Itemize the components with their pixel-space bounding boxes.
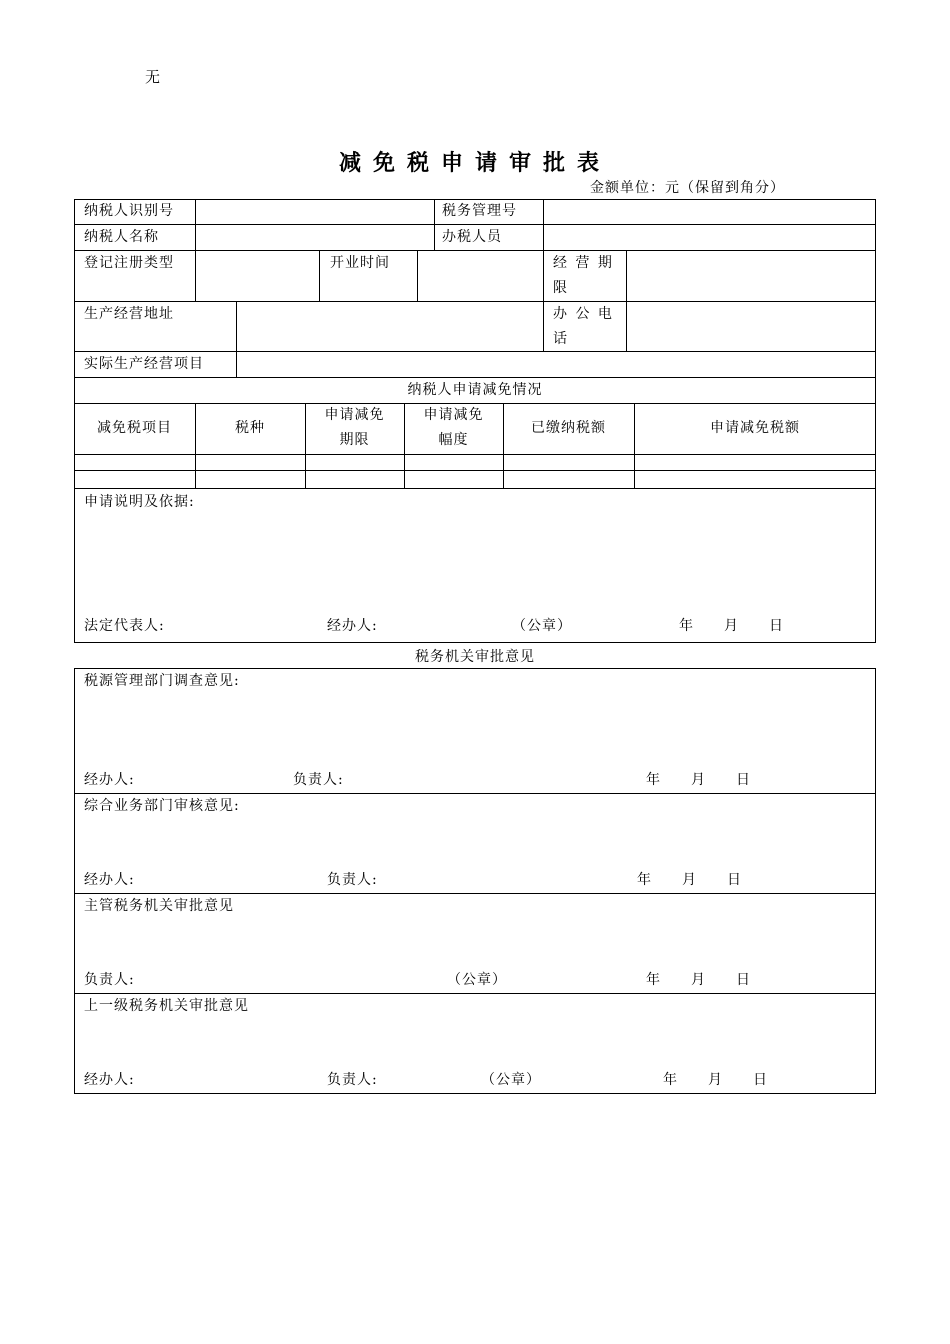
office-phone-label-2: 话 — [553, 331, 568, 347]
review-3-head: 负责人: — [84, 972, 135, 988]
review-table — [74, 668, 876, 1094]
review-4-seal: （公章） — [481, 1072, 541, 1088]
col-apply-amount: 申请减免税额 — [710, 420, 800, 436]
header-note: 无 — [145, 68, 161, 86]
application-label: 申请说明及依据: — [84, 494, 195, 510]
amount-unit-note: 金额单位：元（保留到角分） — [590, 180, 785, 196]
review-1-head: 负责人: — [293, 772, 344, 788]
review-1-date: 年 月 日 — [646, 772, 751, 788]
review-4-head: 负责人: — [327, 1072, 378, 1088]
review-1-label: 税源管理部门调查意见: — [84, 673, 240, 689]
actual-items-label: 实际生产经营项目 — [84, 356, 204, 372]
application-handler-label: 经办人: — [327, 618, 378, 634]
col-paid: 已缴纳税额 — [531, 420, 606, 436]
review-4-date: 年 月 日 — [663, 1072, 768, 1088]
tax-mgmt-no-label: 税务管理号 — [442, 203, 517, 219]
section-reduction-heading: 纳税人申请减免情况 — [407, 382, 543, 398]
col-range: 申请减免 — [423, 407, 484, 423]
review-2-date: 年 月 日 — [637, 872, 742, 888]
biz-period-label-2: 限 — [553, 280, 568, 296]
review-3-label: 主管税务机关审批意见 — [84, 898, 234, 914]
application-date: 年 月 日 — [679, 618, 784, 634]
form-title: 减免税申请审批表 — [338, 150, 611, 176]
col-item: 减免税项目 — [97, 420, 172, 436]
open-time-label: 开业时间 — [330, 255, 390, 271]
col-period-2: 期限 — [339, 432, 370, 448]
biz-period-label: 经 营 期 — [553, 255, 614, 271]
review-3-date: 年 月 日 — [646, 972, 751, 988]
review-2-head: 负责人: — [327, 872, 378, 888]
review-4-label: 上一级税务机关审批意见 — [84, 998, 249, 1014]
col-range-2: 幅度 — [438, 432, 469, 448]
review-3-seal: （公章） — [447, 972, 507, 988]
review-2-label: 综合业务部门审核意见: — [84, 798, 240, 814]
office-phone-label: 办 公 电 — [553, 306, 614, 322]
legal-rep-label: 法定代表人: — [84, 618, 165, 634]
address-label: 生产经营地址 — [84, 306, 174, 322]
section-review-heading: 税务机关审批意见 — [415, 649, 535, 665]
taxpayer-id-label: 纳税人识别号 — [84, 203, 174, 219]
reg-type-label: 登记注册类型 — [84, 255, 174, 271]
col-tax-type: 税种 — [235, 420, 265, 436]
tax-handler-label: 办税人员 — [442, 229, 502, 245]
col-period: 申请减免 — [324, 407, 385, 423]
review-1-handler: 经办人: — [84, 772, 135, 788]
review-4-handler: 经办人: — [84, 1072, 135, 1088]
application-seal: （公章） — [512, 618, 572, 634]
taxpayer-name-label: 纳税人名称 — [84, 229, 159, 245]
review-2-handler: 经办人: — [84, 872, 135, 888]
